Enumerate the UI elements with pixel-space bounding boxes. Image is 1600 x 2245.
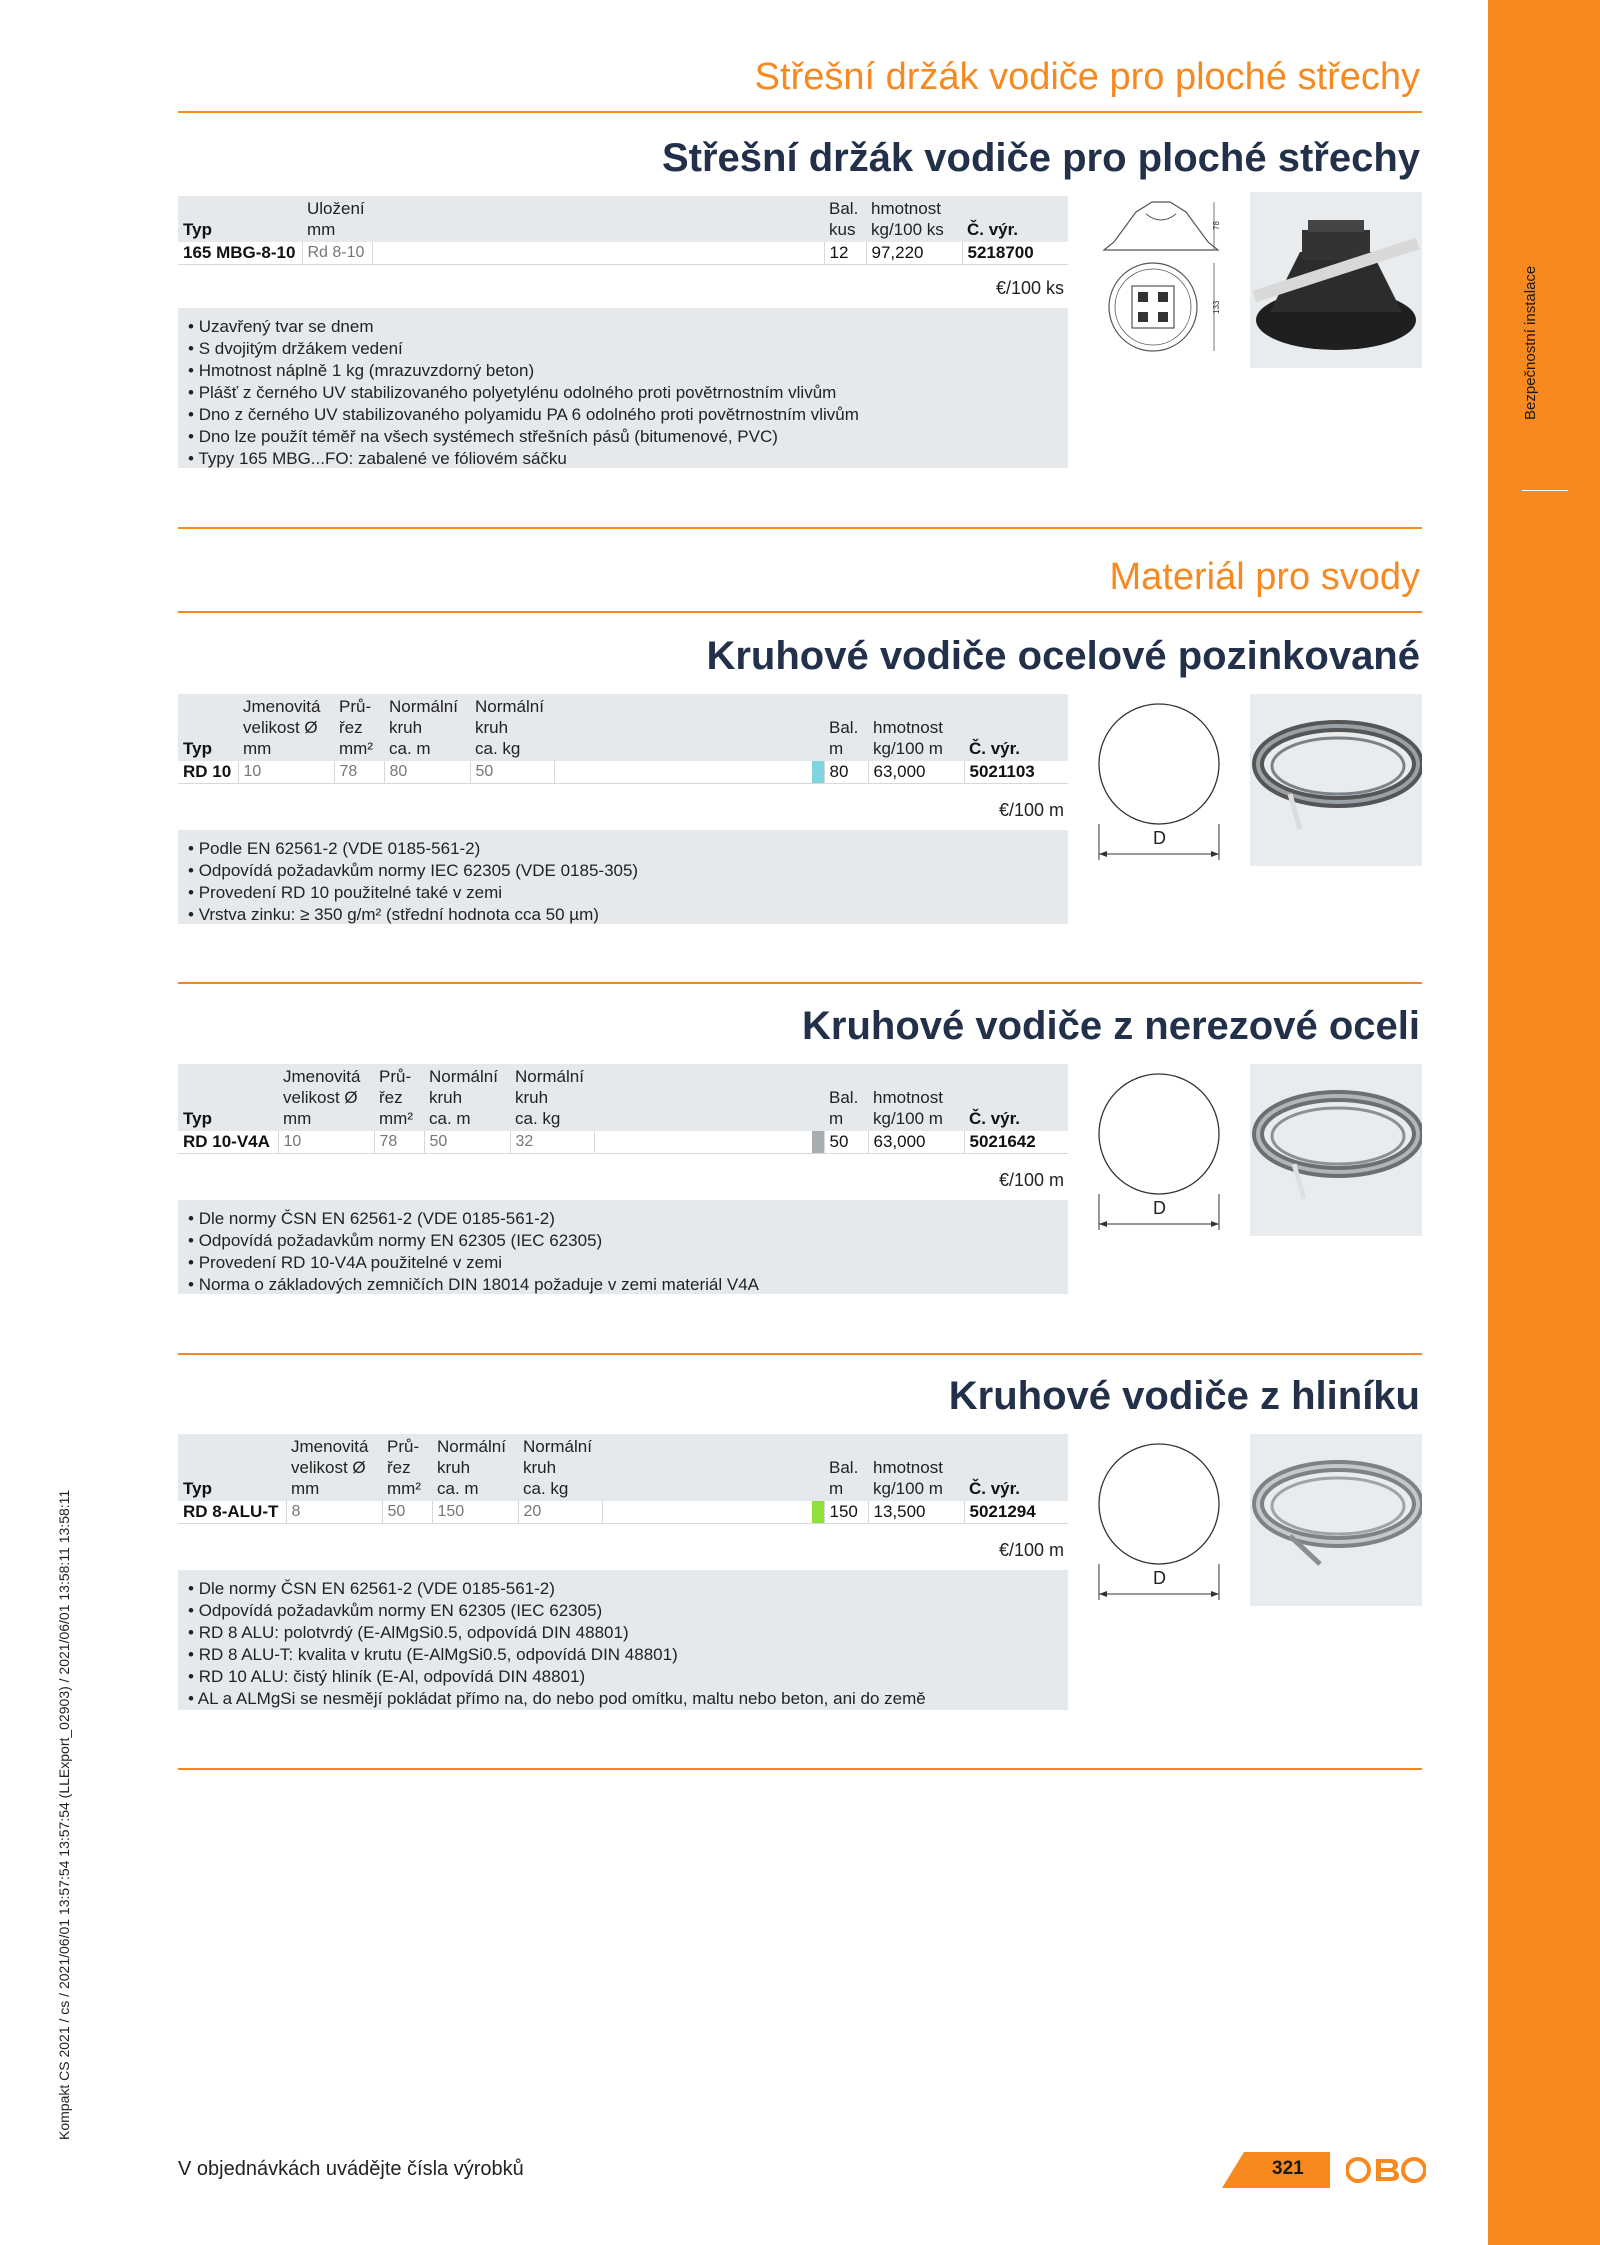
list-item: • S dvojitým držákem vedení (188, 338, 1058, 360)
cell-bal: 80 (824, 761, 868, 784)
stainless-coil-photo (1250, 1064, 1422, 1236)
col-hmotnost: hmotnost kg/100 ks (866, 196, 962, 242)
list-item: • Odpovídá požadavkům normy EN 62305 (IEC 62305) (188, 1600, 1058, 1622)
list-item: • Norma o základových zemničích DIN 18014 požaduje v zemi materiál V4A (188, 1274, 1058, 1296)
col-hmotnost: hmotnost kg/100 m (868, 694, 964, 761)
col-article: Č. výr. (964, 694, 1068, 761)
cell-typ: RD 10 (178, 761, 238, 784)
cell-coil-kg: 32 (510, 1131, 594, 1154)
col-ulozeni: Uložení mm (302, 196, 372, 242)
aluminium-coil-photo (1250, 1434, 1422, 1606)
price-unit: €/100 m (998, 800, 1064, 820)
list-item: • Plášť z černého UV stabilizovaného polyetylénu odolného proti povětrnostním vlivům (188, 382, 1058, 404)
col-size: Jmenovitá velikost Ø mm (286, 1434, 382, 1501)
section-rule (178, 527, 1422, 529)
feature-list-galvanized (178, 830, 1068, 924)
price-unit: €/100 m (998, 1170, 1064, 1190)
col-typ: Typ (178, 694, 238, 761)
list-item: • Dle normy ČSN EN 62561-2 (VDE 0185-561-2) (188, 1208, 1058, 1230)
col-typ: Typ (178, 196, 302, 242)
product-title-roof-holder: Střešní držák vodiče pro ploché střechy (661, 136, 1420, 180)
dim-label: D (1153, 828, 1166, 848)
table-row (178, 1501, 1068, 1524)
cross-section-drawing (1094, 1064, 1224, 1236)
obo-logo (1346, 2150, 1426, 2190)
col-bal: Bal. m (824, 1064, 868, 1131)
col-coil-kg: Normální kruh ca. kg (470, 694, 554, 761)
cell-bal: 50 (824, 1131, 868, 1154)
col-size: Jmenovitá velikost Ø mm (238, 694, 334, 761)
page-number: 321 (1272, 2158, 1304, 2179)
cell-hmotnost: 63,000 (868, 761, 964, 784)
dim-label: D (1153, 1198, 1166, 1218)
section-rule (178, 1353, 1422, 1355)
cell-section: 50 (382, 1501, 432, 1524)
price-unit: €/100 m (998, 1540, 1064, 1560)
col-hmotnost: hmotnost kg/100 m (868, 1064, 964, 1131)
dim-label: D (1153, 1568, 1166, 1588)
cell-hmotnost: 63,000 (868, 1131, 964, 1154)
cell-article: 5218700 (962, 242, 1068, 265)
col-size: Jmenovitá velikost Ø mm (278, 1064, 374, 1131)
col-coil-kg: Normální kruh ca. kg (510, 1064, 594, 1131)
cell-size: 10 (278, 1131, 374, 1154)
cell-hmotnost: 97,220 (866, 242, 962, 265)
list-item: • Odpovídá požadavkům normy IEC 62305 (VDE 0185-305) (188, 860, 1058, 882)
product-title-stainless: Kruhové vodiče z nerezové oceli (802, 1004, 1420, 1048)
table-row (178, 761, 1068, 784)
list-item: • Vrstva zinku: ≥ 350 g/m² (střední hodnota cca 50 µm) (188, 904, 1058, 926)
list-item: • Provedení RD 10 použitelné také v zemi (188, 882, 1058, 904)
product-table-roof-holder (178, 196, 1068, 265)
cell-bal: 12 (824, 242, 866, 265)
col-section: Prů- řez mm² (374, 1064, 424, 1131)
cell-ulozeni: Rd 8-10 (302, 242, 372, 265)
feature-list-stainless (178, 1200, 1068, 1294)
col-article: Č. výr. (962, 196, 1068, 242)
section-rule (178, 1768, 1422, 1770)
list-item: • Dno lze použít téměř na všech systémech střešních pásů (bitumenové, PVC) (188, 426, 1058, 448)
material-swatch (812, 1131, 824, 1153)
col-hmotnost: hmotnost kg/100 m (868, 1434, 964, 1501)
col-typ: Typ (178, 1434, 286, 1501)
cell-coil-m: 150 (432, 1501, 518, 1524)
col-coil-m: Normální kruh ca. m (384, 694, 470, 761)
list-item: • RD 10 ALU: čistý hliník (E-Al, odpovídá DIN 48801) (188, 1666, 1058, 1688)
col-bal: Bal. m (824, 1434, 868, 1501)
col-article: Č. výr. (964, 1064, 1068, 1131)
cell-coil-kg: 50 (470, 761, 554, 784)
price-unit: €/100 ks (995, 278, 1064, 298)
col-coil-kg: Normální kruh ca. kg (518, 1434, 602, 1501)
cell-coil-kg: 20 (518, 1501, 602, 1524)
cell-hmotnost: 13,500 (868, 1501, 964, 1524)
list-item: • Dle normy ČSN EN 62561-2 (VDE 0185-561-2) (188, 1578, 1058, 1600)
section-rule (178, 982, 1422, 984)
feature-list-roof-holder (178, 308, 1068, 468)
product-table-galvanized (178, 694, 1068, 784)
feature-list-aluminium (178, 1570, 1068, 1710)
cell-section: 78 (334, 761, 384, 784)
cell-section: 78 (374, 1131, 424, 1154)
cell-size: 10 (238, 761, 334, 784)
col-typ: Typ (178, 1064, 278, 1131)
cell-typ: RD 10-V4A (178, 1131, 278, 1154)
list-item: • RD 8 ALU: polotvrdý (E-AlMgSi0.5, odpovídá DIN 48801) (188, 1622, 1058, 1644)
material-swatch (812, 1501, 824, 1523)
table-row (178, 242, 1068, 265)
section-rule (178, 111, 1422, 113)
list-item: • Dno z černého UV stabilizovaného polyamidu PA 6 odolného proti povětrnostním vlivům (188, 404, 1058, 426)
dim-height: 78 (1212, 221, 1221, 230)
col-section: Prů- řez mm² (382, 1434, 432, 1501)
product-title-galvanized: Kruhové vodiče ocelové pozinkované (706, 634, 1420, 678)
cell-coil-m: 50 (424, 1131, 510, 1154)
product-table-aluminium (178, 1434, 1068, 1524)
list-item: • Uzavřený tvar se dnem (188, 316, 1058, 338)
col-section: Prů- řez mm² (334, 694, 384, 761)
chapter-sidebar (1488, 0, 1600, 2245)
section-rule (178, 611, 1422, 613)
col-coil-m: Normální kruh ca. m (432, 1434, 518, 1501)
col-bal: Bal. kus (824, 196, 866, 242)
cell-typ: 165 MBG-8-10 (178, 242, 302, 265)
cross-section-drawing (1094, 694, 1224, 866)
cell-bal: 150 (824, 1501, 868, 1524)
col-coil-m: Normální kruh ca. m (424, 1064, 510, 1131)
list-item: • RD 8 ALU-T: kvalita v krutu (E-AlMgSi0.5, odpovídá DIN 48801) (188, 1644, 1058, 1666)
cell-article: 5021642 (964, 1131, 1068, 1154)
roof-holder-drawing (1096, 192, 1226, 352)
cell-article: 5021294 (964, 1501, 1068, 1524)
list-item: • AL a ALMgSi se nesmějí pokládat přímo na, do nebo pod omítku, maltu nebo beton, ani do země (188, 1688, 1058, 1710)
list-item: • Hmotnost náplně 1 kg (mrazuvzdorný beton) (188, 360, 1058, 382)
cell-typ: RD 8-ALU-T (178, 1501, 286, 1524)
list-item: • Typy 165 MBG...FO: zabalené ve fóliovém sáčku (188, 448, 1058, 470)
list-item: • Odpovídá požadavkům normy EN 62305 (IEC 62305) (188, 1230, 1058, 1252)
chapter-label: Bezpečnostní instalace (1522, 265, 1539, 420)
product-title-aluminium: Kruhové vodiče z hliníku (948, 1374, 1420, 1418)
col-article: Č. výr. (964, 1434, 1068, 1501)
product-table-stainless (178, 1064, 1068, 1154)
section-title-roof: Střešní držák vodiče pro ploché střechy (754, 56, 1420, 98)
material-swatch (812, 761, 824, 783)
chapter-marker (1522, 490, 1568, 491)
list-item: • Podle EN 62561-2 (VDE 0185-561-2) (188, 838, 1058, 860)
cell-coil-m: 80 (384, 761, 470, 784)
cell-size: 8 (286, 1501, 382, 1524)
cell-article: 5021103 (964, 761, 1068, 784)
order-note: V objednávkách uvádějte čísla výrobků (178, 2158, 524, 2180)
col-bal: Bal. m (824, 694, 868, 761)
dim-diameter: 133 (1212, 300, 1221, 314)
roof-holder-photo (1250, 192, 1422, 368)
list-item: • Provedení RD 10-V4A použitelné v zemi (188, 1252, 1058, 1274)
galvanized-coil-photo (1250, 694, 1422, 866)
section-title-downconductor: Materiál pro svody (1109, 556, 1420, 598)
table-row (178, 1131, 1068, 1154)
print-metadata: Kompakt CS 2021 / cs / 2021/06/01 13:57:54 13:57:54 (LLExport_02903) / 2021/06/01 13:58:11 13:58:11 (56, 1489, 72, 2140)
cross-section-drawing (1094, 1434, 1224, 1606)
